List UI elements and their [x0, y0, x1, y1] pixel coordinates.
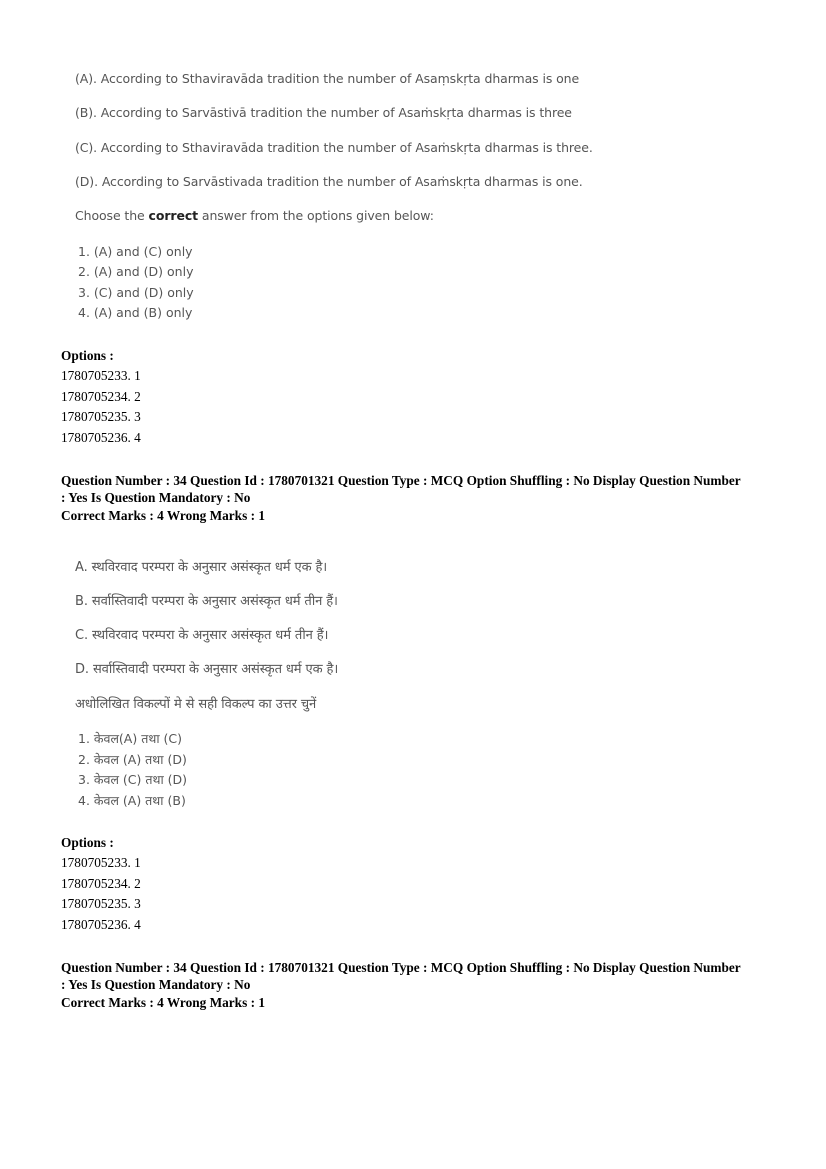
- option-item: 1780705236. 4: [61, 430, 141, 445]
- statement-c: C. स्थविरवाद परम्परा के अनुसार असंस्कृत धर्म तीन हैं।: [75, 628, 329, 643]
- options-label: Options :: [61, 348, 114, 363]
- option-item: 1780705233. 1: [61, 368, 141, 383]
- choice-1: 1. (A) and (C) only: [78, 244, 193, 259]
- statement-b: B. सर्वास्तिवादी परम्परा के अनुसार असंस्कृत धर्म तीन हैं।: [75, 594, 338, 609]
- choice-2: 2. केवल (A) तथा (D): [78, 752, 187, 767]
- marks-line: Correct Marks : 4 Wrong Marks : 1: [61, 995, 265, 1010]
- instruction: Choose the correct answer from the options given below:: [75, 208, 434, 223]
- choice-3: 3. (C) and (D) only: [78, 285, 194, 300]
- question-meta-line: : Yes Is Question Mandatory : No: [61, 977, 251, 992]
- option-item: 1780705235. 3: [61, 409, 141, 424]
- question-meta-line: Question Number : 34 Question Id : 1780701321 Question Type : MCQ Option Shuffling : No Display Question Number: [61, 960, 741, 975]
- statement-d: (D). According to Sarvāstivada tradition the number of Asaṁskṛta dharmas is one.: [75, 174, 583, 189]
- choice-4: 4. केवल (A) तथा (B): [78, 793, 186, 808]
- option-item: 1780705233. 1: [61, 855, 141, 870]
- question-meta-line: Question Number : 34 Question Id : 1780701321 Question Type : MCQ Option Shuffling : No Display Question Number: [61, 473, 741, 488]
- choice-2: 2. (A) and (D) only: [78, 264, 194, 279]
- option-item: 1780705234. 2: [61, 389, 141, 404]
- option-item: 1780705234. 2: [61, 876, 141, 891]
- statement-b: (B). According to Sarvāstivā tradition the number of Asaṁskṛta dharmas is three: [75, 105, 572, 120]
- statement-a: (A). According to Sthaviravāda tradition the number of Asaṃskṛta dharmas is one: [75, 71, 580, 86]
- choice-3: 3. केवल (C) तथा (D): [78, 772, 188, 787]
- choice-4: 4. (A) and (B) only: [78, 305, 193, 320]
- instruction: अधोलिखित विकल्पों मे से सही विकल्प का उत्तर चुनें: [75, 697, 317, 712]
- question-meta-line: : Yes Is Question Mandatory : No: [61, 490, 251, 505]
- statement-a: A. स्थविरवाद परम्परा के अनुसार असंस्कृत धर्म एक है।: [75, 560, 328, 575]
- statement-d: D. सर्वास्तिवादी परम्परा के अनुसार असंस्कृत धर्म एक है।: [75, 662, 339, 677]
- choice-1: 1. केवल(A) तथा (C): [78, 731, 183, 746]
- option-item: 1780705235. 3: [61, 896, 141, 911]
- options-label: Options :: [61, 835, 114, 850]
- marks-line: Correct Marks : 4 Wrong Marks : 1: [61, 508, 265, 523]
- option-item: 1780705236. 4: [61, 917, 141, 932]
- statement-c: (C). According to Sthaviravāda tradition the number of Asaṁskṛta dharmas is three.: [75, 140, 593, 155]
